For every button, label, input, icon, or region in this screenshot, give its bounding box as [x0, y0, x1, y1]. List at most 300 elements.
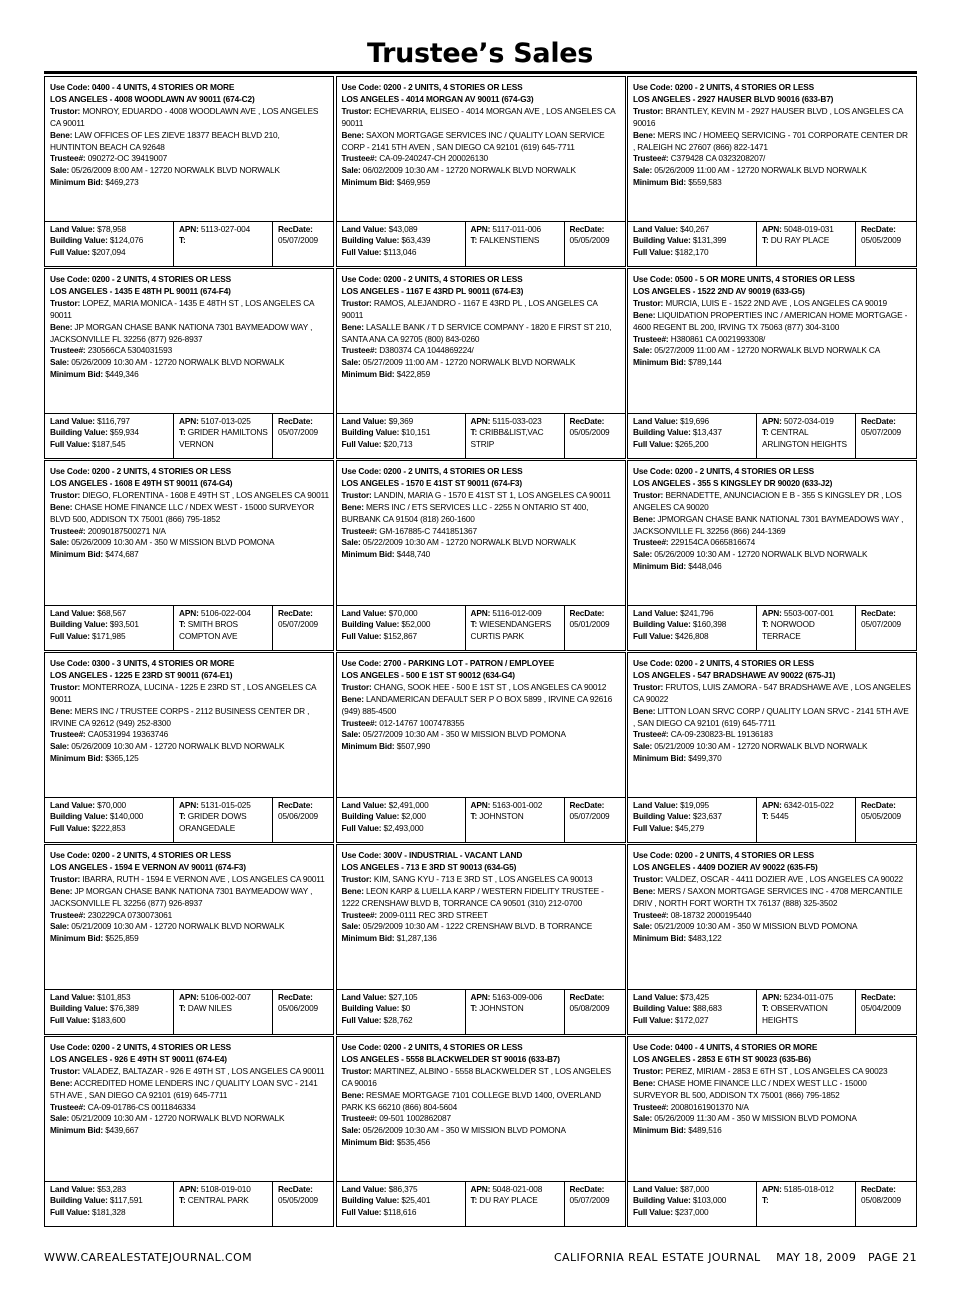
- listing-card: [44, 844, 334, 1035]
- recdate-value: 05/06/2009: [278, 1003, 319, 1014]
- min-bid-label: Minimum Bid:: [633, 561, 687, 572]
- apn-cell: [756, 222, 855, 266]
- min-bid-value: $365,125: [105, 753, 139, 764]
- building-value-label: Building Value:: [341, 619, 400, 630]
- listing-details: [628, 77, 916, 221]
- property-address: LOS ANGELES - 1522 2ND AV 90019 (633-G5): [633, 285, 805, 296]
- land-value-label: Land Value:: [633, 1183, 678, 1194]
- min-bid-label: Minimum Bid:: [341, 549, 395, 560]
- sale-value: 05/26/2009 10:30 AM - 12720 NORWALK BLVD NORWALK: [71, 357, 285, 368]
- min-bid-label: Minimum Bid:: [341, 933, 395, 944]
- land-value-line: [342, 416, 462, 428]
- sale-value: 05/26/2009 10:30 AM - 12720 NORWALK BLVD NORWALK: [71, 741, 285, 752]
- sale-label: Sale:: [633, 741, 653, 752]
- listing-values: [45, 221, 333, 266]
- trustee-value: GM-167885-C 7441851367: [379, 525, 477, 536]
- min-bid-line: [50, 753, 329, 765]
- land-value: $116,797: [97, 415, 130, 426]
- tract-value: FALKENSTIENS: [479, 235, 540, 246]
- land-value-label: Land Value:: [50, 799, 95, 810]
- listing-card: [336, 76, 626, 267]
- trustor-value: BRANTLEY, KEVIN M - 2927 HAUSER BLVD , LOS ANGELES CA 90016: [633, 105, 903, 128]
- trustee-label: Trustee#:: [341, 909, 378, 920]
- apn-value: 5048-019-031: [783, 223, 834, 234]
- recdate-value: 05/05/2009: [278, 1195, 319, 1206]
- listing-details: [628, 1037, 916, 1181]
- min-bid-value: $789,144: [688, 357, 722, 368]
- recdate-value: 05/08/2009: [861, 1195, 902, 1206]
- bene-line: [50, 706, 329, 730]
- full-value: $152,867: [383, 631, 417, 642]
- sale-value: 05/26/2009 10:30 AM - 12720 NORWALK BLVD NORWALK: [654, 549, 868, 560]
- listing-values: [45, 989, 333, 1034]
- sale-line: [633, 549, 912, 561]
- trustee-value: 230566CA 5304031593: [87, 345, 173, 356]
- full-value-line: [633, 823, 753, 835]
- tract-line: [179, 235, 269, 247]
- full-value-label: Full Value:: [633, 823, 673, 834]
- min-bid-label: Minimum Bid:: [341, 177, 395, 188]
- min-bid-value: $559,583: [688, 177, 722, 188]
- full-value: $265,200: [675, 439, 709, 450]
- sale-value: 05/21/2009 10:30 AM - 12720 NORWALK BLVD NORWALK: [654, 741, 868, 752]
- apn-value: 5106-022-004: [200, 607, 251, 618]
- sale-value: 05/26/2009 11:30 AM - 350 W MISSION BLVD POMONA: [654, 1113, 857, 1124]
- recdate-label: RecDate:: [861, 415, 896, 426]
- recdate-value: 05/01/2009: [569, 619, 610, 630]
- listing-card: [627, 460, 917, 651]
- property-address: LOS ANGELES - 500 E 1ST ST 90012 (634-G4): [341, 669, 515, 680]
- trustor-line: [50, 874, 329, 886]
- listings-grid: [44, 76, 917, 1236]
- building-value: $131,399: [692, 235, 727, 246]
- tract-line: [471, 811, 561, 823]
- tract-label: T:: [470, 1003, 478, 1014]
- trustee-value: CA-09-230823-BL 19136183: [670, 729, 773, 740]
- trustor-label: Trustor:: [633, 489, 664, 500]
- full-value: $426,808: [675, 631, 709, 642]
- sale-value: 05/27/2009 11:00 AM - 12720 NORWALK BLVD NORWALK: [362, 357, 576, 368]
- recdate-value: 05/05/2009: [861, 235, 902, 246]
- tract-label: T:: [470, 811, 478, 822]
- tract-value: DU RAY PLACE: [770, 235, 830, 246]
- apn-label: APN:: [179, 223, 199, 234]
- trustee-line: [633, 537, 912, 549]
- apn-label: APN:: [179, 991, 199, 1002]
- trustee-line: [50, 729, 329, 741]
- building-value-label: Building Value:: [633, 427, 691, 438]
- land-value: $86,375: [388, 1183, 418, 1194]
- min-bid-line: [633, 561, 912, 573]
- trustee-value: 08-18732 2000195440: [670, 909, 752, 920]
- sale-line: [633, 921, 912, 933]
- land-value-line: [50, 608, 170, 620]
- trustor-value: LOPEZ, MARIA MONICA - 1435 E 48TH ST , LOS ANGELES CA 90011: [50, 297, 314, 320]
- property-address: LOS ANGELES - 1225 E 23RD ST 90011 (674-E1): [50, 669, 233, 680]
- tract-value: GRIDER HAMILTONS VERNON: [179, 427, 268, 450]
- bene-value: MERS INC / ETS SERVICES LLC - 2255 N ONTARIO ST 400, BURBANK CA 91504 (818) 260-1600: [341, 501, 589, 524]
- min-bid-label: Minimum Bid:: [341, 369, 395, 380]
- bene-value: MERS / SAXON MORTGAGE SERVICES INC - 4708 MERCANTILE DRIV , NORTH FORT WORTH TX 76137 (888) 325-3502: [633, 885, 903, 908]
- min-bid-line: [50, 549, 329, 561]
- property-address: LOS ANGELES - 1594 E VERNON AV 90011 (674-F3): [50, 861, 246, 872]
- tract-label: T:: [179, 1003, 186, 1014]
- use-code: Use Code: 0200 - 2 UNITS, 4 STORIES OR LESS: [633, 658, 815, 668]
- trustor-label: Trustor:: [341, 297, 372, 308]
- min-bid-label: Minimum Bid:: [633, 177, 687, 188]
- full-value-label: Full Value:: [50, 1207, 90, 1218]
- use-code: Use Code: 0200 - 2 UNITS, 4 STORIES OR LESS: [50, 850, 232, 860]
- full-value-label: Full Value:: [50, 247, 90, 258]
- full-value-label: Full Value:: [633, 247, 673, 258]
- trustor-value: LANDIN, MARIA G - 1570 E 41ST ST 1, LOS ANGELES CA 90011: [373, 489, 611, 500]
- sale-line: [342, 921, 621, 933]
- recdate-cell: [564, 222, 625, 266]
- recdate-cell: [855, 798, 916, 842]
- trustor-value: KIM, SANG KYU - 713 E 3RD ST , LOS ANGELES CA 90013: [373, 873, 593, 884]
- bene-value: RESMAE MORTGAGE 7101 COLLEGE BLVD 1400, OVERLAND PARK KS 66210 (866) 804-5604: [341, 1089, 602, 1112]
- tract-value: 5445: [770, 811, 789, 822]
- bene-label: Bene:: [50, 321, 73, 332]
- apn-value: 5113-027-004: [200, 223, 251, 234]
- trustee-line: [342, 526, 621, 538]
- sale-label: Sale:: [341, 729, 361, 740]
- min-bid-value: $469,959: [396, 177, 431, 188]
- full-value-label: Full Value:: [50, 823, 90, 834]
- trustee-label: Trustee#:: [50, 525, 86, 536]
- use-code: Use Code: 0400 - 4 UNITS, 4 STORIES OR MORE: [633, 1042, 818, 1052]
- bene-value: LITTON LOAN SRVC CORP / QUALITY LOAN SRVC - 2141 5TH AVE , SAN DIEGO CA 92101 (619) 645-7711: [633, 705, 909, 728]
- recdate-value: 05/07/2009: [861, 619, 902, 630]
- building-value-label: Building Value:: [50, 619, 108, 630]
- tract-label: T:: [762, 1003, 769, 1014]
- land-value-label: Land Value:: [633, 799, 678, 810]
- min-bid-label: Minimum Bid:: [50, 549, 104, 560]
- use-code: Use Code: 0200 - 2 UNITS, 4 STORIES OR LESS: [633, 466, 815, 476]
- listing-card: [44, 76, 334, 267]
- use-code: Use Code: 0200 - 2 UNITS, 4 STORIES OR LESS: [341, 1042, 523, 1052]
- trustor-label: Trustor:: [633, 1065, 664, 1076]
- apn-line: [471, 224, 561, 236]
- full-value: $181,328: [92, 1207, 126, 1218]
- bene-value: ACCREDITED HOME LENDERS INC / QUALITY LOAN SVC - 2141 5TH AVE , SAN DIEGO CA 92101 (619) 645-7711: [50, 1077, 318, 1100]
- sale-line: [633, 1113, 912, 1125]
- land-value-label: Land Value:: [50, 991, 95, 1002]
- bene-value: LEON KARP & LUELLA KARP / WESTERN FIDELITY TRUSTEE - 1222 CRENSHAW BLVD B, TORRANCE CA 90501 (310) 212-0700: [341, 885, 604, 908]
- listing-details: [45, 461, 333, 605]
- property-address: LOS ANGELES - 355 S KINGSLEY DR 90020 (633-J2): [633, 477, 833, 488]
- building-value: $88,683: [692, 1003, 722, 1014]
- apn-label: APN:: [762, 799, 782, 810]
- bene-value: LIQUIDATION PROPERTIES INC / AMERICAN HOME MORTGAGE - 4600 REGENT BL 200, IRVING TX 75063 (877) 304-3100: [633, 309, 908, 332]
- land-value: $73,425: [680, 991, 710, 1002]
- listing-values: [45, 797, 333, 842]
- land-value: $19,095: [680, 799, 710, 810]
- trustee-value: CA0531994 19363746: [87, 729, 169, 740]
- building-value: $76,389: [109, 1003, 139, 1014]
- sale-label: Sale:: [341, 165, 361, 176]
- apn-label: APN:: [470, 607, 491, 618]
- trustee-value: 2009-0111 REC 3RD STREET: [379, 909, 488, 920]
- trustor-label: Trustor:: [50, 1065, 81, 1076]
- bene-label: Bene:: [341, 885, 364, 896]
- building-value-line: [50, 811, 170, 823]
- recdate-value: 05/05/2009: [861, 811, 902, 822]
- tract-line: [179, 811, 269, 835]
- values-cell: [628, 990, 756, 1034]
- sale-line: [50, 921, 329, 933]
- values-cell: [45, 222, 173, 266]
- min-bid-value: $439,667: [105, 1125, 139, 1136]
- sale-label: Sale:: [50, 165, 70, 176]
- apn-line: [471, 608, 561, 620]
- recdate-value: 05/07/2009: [278, 235, 319, 246]
- tract-line: [179, 1003, 269, 1015]
- min-bid-value: $507,990: [396, 741, 431, 752]
- tract-value: GRIDER DOWS ORANGEDALE: [179, 811, 247, 834]
- tract-line: [762, 1195, 852, 1207]
- values-cell: [628, 1182, 756, 1226]
- apn-cell: [465, 990, 564, 1034]
- apn-cell: [173, 606, 272, 650]
- recdate-cell: [855, 414, 916, 458]
- apn-line: [762, 224, 852, 236]
- listing-values: [337, 221, 625, 266]
- sale-label: Sale:: [633, 345, 653, 356]
- min-bid-label: Minimum Bid:: [633, 357, 687, 368]
- min-bid-line: [342, 933, 621, 945]
- tract-label: T:: [470, 1195, 478, 1206]
- full-value-line: [50, 631, 170, 643]
- sale-value: 06/02/2009 10:30 AM - 12720 NORWALK BLVD NORWALK: [362, 165, 576, 176]
- full-value: $183,600: [92, 1015, 126, 1026]
- full-value: $237,000: [675, 1207, 709, 1218]
- trustor-line: [633, 874, 912, 886]
- sale-value: 05/21/2009 10:30 AM - 350 W MISSION BLVD POMONA: [654, 921, 858, 932]
- min-bid-value: $449,346: [105, 369, 139, 380]
- apn-value: 5185-018-012: [783, 1183, 834, 1194]
- bene-value: LASALLE BANK / T D SERVICE COMPANY - 1820 E FIRST ST 210, SANTA ANA CA 92705 (800) 843-0260: [341, 321, 612, 344]
- apn-cell: [465, 222, 564, 266]
- bene-value: JPMORGAN CHASE BANK NATIONAL 7301 BAYMEADOWS WAY , JACKSONVILLE FL 32256 (866) 244-1369: [633, 513, 904, 536]
- bene-label: Bene:: [341, 501, 364, 512]
- apn-label: APN:: [470, 799, 491, 810]
- listing-values: [45, 605, 333, 650]
- recdate-label: RecDate:: [569, 799, 605, 810]
- land-value-label: Land Value:: [633, 223, 678, 234]
- apn-cell: [756, 990, 855, 1034]
- sale-label: Sale:: [341, 921, 361, 932]
- listing-values: [337, 413, 625, 458]
- sale-line: [50, 537, 329, 549]
- use-code: Use Code: 0300 - 3 UNITS, 4 STORIES OR MORE: [50, 658, 235, 668]
- trustor-value: MURCIA, LUIS E - 1522 2ND AVE , LOS ANGELES CA 90019: [665, 297, 888, 308]
- bene-label: Bene:: [50, 1077, 73, 1088]
- sale-value: 05/26/2009 11:00 AM - 12720 NORWALK BLVD NORWALK: [654, 165, 867, 176]
- min-bid-line: [342, 741, 621, 753]
- bene-line: [342, 502, 621, 526]
- sale-line: [633, 345, 912, 357]
- min-bid-label: Minimum Bid:: [341, 741, 395, 752]
- apn-value: 5072-034-019: [783, 415, 834, 426]
- tract-line: [762, 427, 852, 451]
- land-value: $78,958: [97, 223, 127, 234]
- trustor-line: [342, 490, 621, 502]
- apn-value: 5048-021-008: [492, 1183, 543, 1194]
- apn-value: 5108-019-010: [200, 1183, 251, 1194]
- trustee-label: Trustee#:: [633, 333, 669, 344]
- land-value-line: [50, 416, 170, 428]
- land-value-line: [50, 800, 170, 812]
- apn-label: APN:: [762, 223, 782, 234]
- tract-value: DAW NILES: [187, 1003, 232, 1014]
- listing-card: [627, 652, 917, 843]
- use-code: Use Code: 0200 - 2 UNITS, 4 STORIES OR LESS: [633, 850, 815, 860]
- building-value-label: Building Value:: [633, 1003, 691, 1014]
- tract-label: T:: [179, 1195, 186, 1206]
- trustor-label: Trustor:: [341, 1065, 372, 1076]
- values-cell: [628, 798, 756, 842]
- listing-details: [45, 1037, 333, 1181]
- bene-label: Bene:: [633, 1077, 656, 1088]
- bene-line: [633, 514, 912, 538]
- title-rule: [44, 71, 917, 74]
- full-value-label: Full Value:: [50, 631, 90, 642]
- listing-card: [336, 652, 626, 843]
- recdate-cell: [272, 990, 333, 1034]
- apn-label: APN:: [470, 1183, 491, 1194]
- full-value: $171,985: [92, 631, 126, 642]
- recdate-label: RecDate:: [569, 991, 605, 1002]
- recdate-value: 05/05/2009: [569, 235, 610, 246]
- values-cell: [45, 990, 173, 1034]
- sale-label: Sale:: [50, 741, 70, 752]
- tract-label: T:: [470, 619, 478, 630]
- listing-details: [337, 77, 625, 221]
- apn-line: [471, 416, 561, 428]
- recdate-cell: [272, 1182, 333, 1226]
- use-code: Use Code: 0200 - 2 UNITS, 4 STORIES OR LESS: [341, 274, 523, 284]
- recdate-label: RecDate:: [569, 223, 605, 234]
- trustor-line: [342, 106, 621, 130]
- listing-card: [627, 1036, 917, 1227]
- listing-details: [337, 461, 625, 605]
- tract-line: [471, 235, 561, 247]
- bene-label: Bene:: [50, 501, 73, 512]
- land-value-line: [342, 992, 462, 1004]
- trustee-value: D380374 CA 1044869224/: [379, 345, 474, 356]
- building-value-label: Building Value:: [50, 1195, 108, 1206]
- trustee-label: Trustee#:: [341, 1113, 378, 1124]
- building-value: $52,000: [401, 619, 431, 630]
- min-bid-label: Minimum Bid:: [50, 1125, 104, 1136]
- land-value: $19,696: [680, 415, 710, 426]
- sale-label: Sale:: [633, 1113, 653, 1124]
- apn-label: APN:: [470, 223, 491, 234]
- land-value-label: Land Value:: [633, 991, 678, 1002]
- building-value: $93,501: [109, 619, 139, 630]
- land-value: $70,000: [388, 607, 418, 618]
- sale-value: 05/21/2009 10:30 AM - 12720 NORWALK BLVD NORWALK: [71, 921, 285, 932]
- bene-line: [342, 694, 621, 718]
- full-value: $28,762: [383, 1015, 413, 1026]
- apn-value: 5234-011-075: [783, 991, 834, 1002]
- trustor-value: IBARRA, RUTH - 1594 E VERNON AVE , LOS ANGELES CA 90011: [82, 873, 325, 884]
- land-value-label: Land Value:: [341, 607, 387, 618]
- bene-value: CHASE HOME FINANCE LLC / NDEX WEST - 15000 SURVEYOR BLVD 500, ADDISON TX 75001 (866) 795-1852: [50, 501, 315, 524]
- min-bid-line: [50, 177, 329, 189]
- building-value-label: Building Value:: [633, 619, 691, 630]
- recdate-value: 05/07/2009: [861, 427, 902, 438]
- apn-label: APN:: [179, 799, 199, 810]
- sale-line: [342, 165, 621, 177]
- full-value-line: [633, 439, 753, 451]
- listing-card: [44, 460, 334, 651]
- recdate-label: RecDate:: [861, 799, 896, 810]
- tract-label: T:: [179, 235, 186, 246]
- trustee-label: Trustee#:: [50, 909, 86, 920]
- trustor-value: MONTERROZA, LUCINA - 1225 E 23RD ST , LOS ANGELES CA 90011: [50, 681, 316, 704]
- tract-line: [179, 1195, 269, 1207]
- land-value-label: Land Value:: [633, 607, 678, 618]
- full-value: $45,279: [675, 823, 704, 834]
- tract-line: [762, 619, 852, 643]
- full-value-line: [633, 1015, 753, 1027]
- tract-label: T:: [470, 235, 478, 246]
- apn-line: [762, 992, 852, 1004]
- trustor-label: Trustor:: [633, 105, 664, 116]
- sale-label: Sale:: [50, 1113, 70, 1124]
- min-bid-value: $489,516: [688, 1125, 722, 1136]
- listing-values: [337, 1181, 625, 1226]
- bene-label: Bene:: [341, 129, 364, 140]
- trustee-line: [633, 910, 912, 922]
- listing-card: [627, 76, 917, 267]
- land-value-label: Land Value:: [341, 223, 387, 234]
- recdate-cell: [855, 990, 916, 1034]
- trustee-value: 229154CA 0665816674: [670, 537, 756, 548]
- property-address: LOS ANGELES - 1570 E 41ST ST 90011 (674-F3): [341, 477, 522, 488]
- full-value: $207,094: [92, 247, 126, 258]
- building-value-line: [342, 235, 462, 247]
- apn-line: [471, 1184, 561, 1196]
- bene-value: MERS INC / TRUSTEE CORPS - 2112 BUSINESS CENTER DR , IRVINE CA 92612 (949) 252-8300: [50, 705, 310, 728]
- bene-value: LAW OFFICES OF LES ZIEVE 18377 BEACH BLVD 210, HUNTINTON BEACH CA 92648: [50, 129, 280, 152]
- land-value-line: [342, 800, 462, 812]
- land-value-label: Land Value:: [50, 1183, 95, 1194]
- trustee-value: 090272-OC 39419007: [87, 153, 168, 164]
- apn-value: 5163-001-002: [492, 799, 543, 810]
- sale-line: [342, 729, 621, 741]
- min-bid-line: [633, 1125, 912, 1137]
- recdate-label: RecDate:: [861, 1183, 896, 1194]
- trustee-label: Trustee#:: [633, 537, 669, 548]
- recdate-cell: [272, 414, 333, 458]
- values-cell: [337, 990, 465, 1034]
- min-bid-value: $448,740: [396, 549, 431, 560]
- land-value-label: Land Value:: [341, 415, 387, 426]
- land-value-line: [633, 224, 753, 236]
- values-cell: [45, 798, 173, 842]
- min-bid-line: [50, 933, 329, 945]
- property-address: LOS ANGELES - 1608 E 49TH ST 90011 (674-G4): [50, 477, 233, 488]
- listing-card: [336, 460, 626, 651]
- building-value-label: Building Value:: [341, 427, 400, 438]
- building-value-line: [50, 1003, 170, 1015]
- bene-line: [50, 322, 329, 346]
- min-bid-value: $422,859: [396, 369, 431, 380]
- trustee-value: 09-501 1002862087: [379, 1113, 451, 1124]
